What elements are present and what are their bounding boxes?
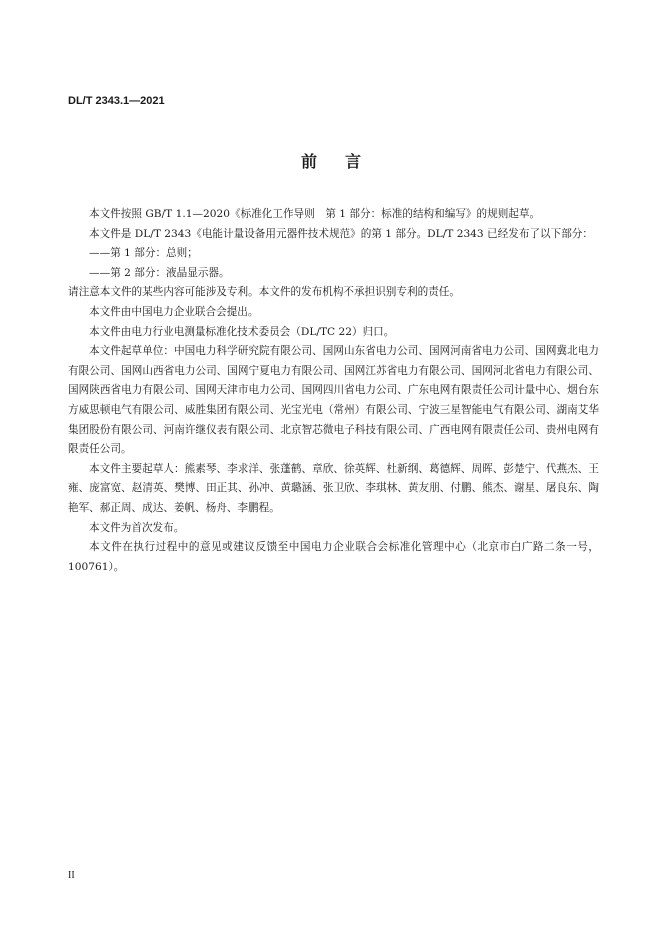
- foreword-body: [68, 205, 599, 577]
- paragraph-proposer: 本文件由中国电力企业联合会提出。: [89, 305, 259, 318]
- document-code: DL/T 2343.1—2021: [68, 95, 165, 107]
- paragraph-feedback: 本文件在执行过程中的意见或建议反馈至中国电力企业联合会标准化管理中心（北京市白广路二条一号，100761）。: [68, 541, 599, 573]
- paragraph-patent-notice: 请注意本文件的某些内容可能涉及专利。本文件的发布机构不承担识别专利的责任。: [68, 286, 460, 299]
- list-item-part-1: ——第 1 部分：总则；: [89, 247, 198, 260]
- paragraph-series-parts: 本文件是 DL/T 2343《电能计量设备用元器件技术规范》的第 1 部分。DL/T 2343 已经发布了以下部分：: [89, 227, 593, 240]
- paragraph-drafting-rules: 本文件按照 GB/T 1.1—2020《标准化工作导则 第 1 部分：标准的结构和编写》的规则起草。: [89, 208, 541, 220]
- paragraph-first-release: 本文件为首次发布。: [89, 521, 185, 534]
- page-number: II: [68, 870, 75, 881]
- section-title: 前言: [300, 152, 389, 171]
- paragraph-drafters: 本文件主要起草人：熊素琴、李求洋、张蓬鹤、章欣、徐英辉、杜新纲、葛德辉、周晖、彭楚宁、代燕杰、王雍、庞富宽、赵清英、樊博、田正其、孙冲、黄璐涵、张卫欣、李琪林、黄友朋、付鹏、熊杰、谢星、屠良东、陶艳军、郝正周、成达、姜帆、杨舟、李鹏程。: [68, 462, 599, 514]
- list-item-part-2: ——第 2 部分：液晶显示器。: [89, 266, 230, 279]
- paragraph-drafting-units: 本文件起草单位：中国电力科学研究院有限公司、国网山东省电力公司、国网河南省电力公司、国网冀北电力有限公司、国网山西省电力公司、国网宁夏电力有限公司、国网江苏省电力有限公司、国网河北省电力有限公司、国网陕西省电力有限公司、国网天津市电力公司、国网四川省电力公司、广东电网有限责任公司计量中心、烟台东方威思顿电气有限公司、威胜集团有限公司、光宝光电（常州）有限公司、宁波三星智能电气有限公司、湖南艾华集团股份有限公司、河南许继仪表有限公司、北京智芯微电子科技有限公司、广西电网有限责任公司、贵州电网有限责任公司。: [68, 345, 599, 456]
- paragraph-committee: 本文件由电力行业电测量标准化技术委员会（DL/TC 22）归口。: [89, 325, 395, 338]
